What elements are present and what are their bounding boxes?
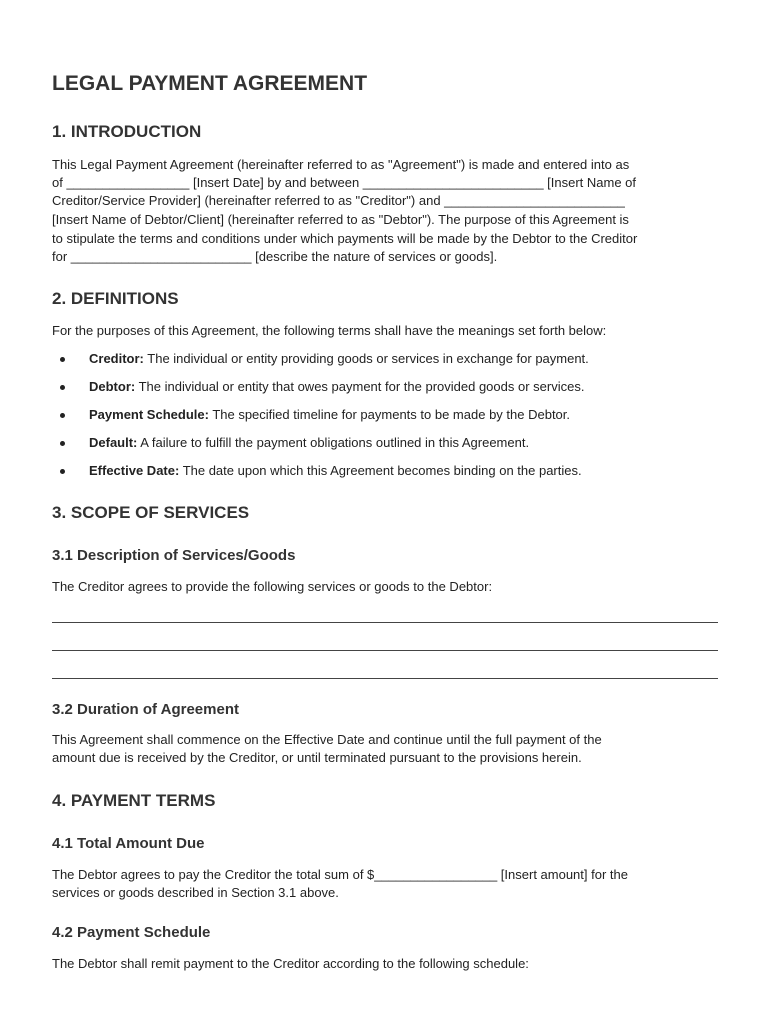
blank-line <box>52 622 718 623</box>
section-heading-definitions: 2. DEFINITIONS <box>52 289 179 308</box>
intro-line: This Legal Payment Agreement (hereinafter referred to as "Agreement") is made and entered into as <box>52 157 630 172</box>
bullet-icon <box>60 357 65 362</box>
definition-term: Default: <box>89 435 138 450</box>
subsection-heading-total-amount: 4.1 Total Amount Due <box>52 835 205 852</box>
definition-text: A failure to fulfill the payment obligations outlined in this Agreement. <box>137 435 530 450</box>
section-heading-payment-terms: 4. PAYMENT TERMS <box>52 791 216 810</box>
blank-line <box>52 678 718 679</box>
definition-term: Debtor: <box>89 379 136 394</box>
bullet-icon <box>60 385 65 390</box>
bullet-icon <box>60 413 65 418</box>
definition-text: The individual or entity providing goods or services in exchange for payment. <box>143 351 589 366</box>
intro-line: of _________________ [Insert Date] by and between _________________________ [Insert Name of <box>52 175 637 190</box>
description-text: The Creditor agrees to provide the following services or goods to the Debtor: <box>52 579 493 594</box>
payment-schedule-text: The Debtor shall remit payment to the Creditor according to the following schedule: <box>52 956 529 971</box>
subsection-heading-payment-schedule: 4.2 Payment Schedule <box>52 924 211 941</box>
intro-line: Creditor/Service Provider] (hereinafter referred to as "Creditor") and _________________________ <box>52 193 625 208</box>
bullet-icon <box>60 441 65 446</box>
intro-line: [Insert Name of Debtor/Client] (hereinafter referred to as "Debtor"). The purpose of this Agreement is <box>52 212 629 227</box>
definition-term: Effective Date: <box>89 463 180 478</box>
document-title: LEGAL PAYMENT AGREEMENT <box>52 72 368 95</box>
subsection-heading-description: 3.1 Description of Services/Goods <box>52 547 296 564</box>
duration-line: This Agreement shall commence on the Effective Date and continue until the full payment of the <box>52 732 602 747</box>
definition-text: The specified timeline for payments to be made by the Debtor. <box>208 407 571 422</box>
intro-line: for _________________________ [describe the nature of services or goods]. <box>52 249 498 264</box>
intro-line: to stipulate the terms and conditions under which payments will be made by the Debtor to the Creditor <box>52 231 638 246</box>
total-amount-line: services or goods described in Section 3.1 above. <box>52 885 339 900</box>
section-heading-introduction: 1. INTRODUCTION <box>52 122 202 141</box>
duration-line: amount due is received by the Creditor, or until terminated pursuant to the provisions herein. <box>52 750 582 765</box>
definition-text: The date upon which this Agreement becomes binding on the parties. <box>179 463 582 478</box>
definition-text: The individual or entity that owes payment for the provided goods or services. <box>135 379 585 394</box>
total-amount-line: The Debtor agrees to pay the Creditor the total sum of $_________________ [Insert amount] for the <box>52 867 628 882</box>
definition-term: Creditor: <box>89 351 144 366</box>
definition-term: Payment Schedule: <box>89 407 209 422</box>
section-heading-scope: 3. SCOPE OF SERVICES <box>52 503 250 522</box>
subsection-heading-duration: 3.2 Duration of Agreement <box>52 701 239 718</box>
bullet-icon <box>60 469 65 474</box>
definitions-lead: For the purposes of this Agreement, the following terms shall have the meanings set forth below: <box>52 323 607 338</box>
blank-line <box>52 650 718 651</box>
